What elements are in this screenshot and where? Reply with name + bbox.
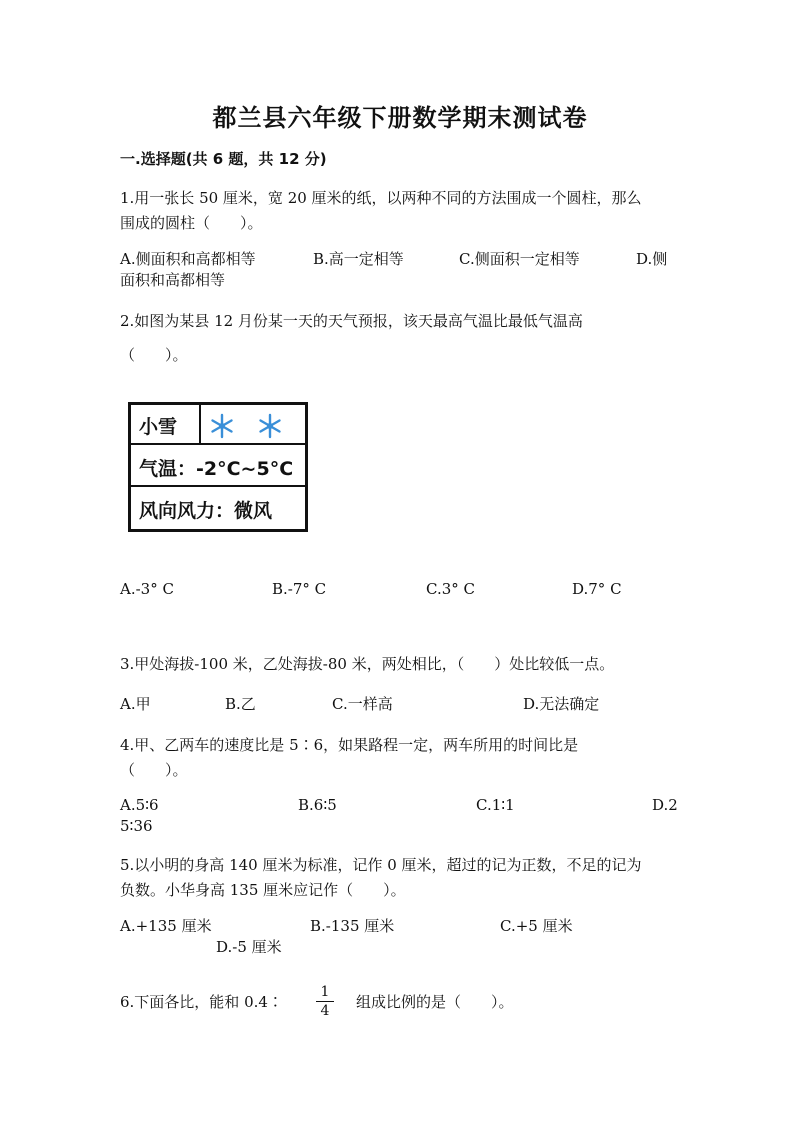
- q5-option-b[interactable]: B.-135 厘米: [310, 917, 395, 935]
- q1-option-b[interactable]: B.高一定相等: [313, 250, 404, 268]
- q1-option-d[interactable]: D.侧: [636, 250, 668, 268]
- question-1-line-1: 1.用一张长 50 厘米，宽 20 厘米的纸，以两种不同的方法围成一个圆柱，那么: [120, 189, 642, 207]
- fraction-numerator: 1: [320, 984, 330, 1000]
- weather-divider: [199, 405, 201, 445]
- q4-option-c[interactable]: C.1∶1: [476, 796, 515, 814]
- q2-option-d[interactable]: D.7° C: [572, 580, 622, 598]
- weather-row-temperature: [131, 445, 305, 487]
- question-4-line-1: 4.甲、乙两车的速度比是 5∶6，如果路程一定，两车所用的时间比是: [120, 736, 579, 754]
- question-2: [120, 309, 680, 334]
- q2-option-b[interactable]: B.-7° C: [272, 580, 327, 598]
- q1-option-c[interactable]: C.侧面积一定相等: [459, 250, 580, 268]
- q5-option-a[interactable]: A.+135 厘米: [120, 917, 212, 935]
- fraction-one-quarter: [316, 984, 334, 1019]
- question-1: [120, 186, 680, 236]
- question-4-line-2: （ ）。: [120, 761, 188, 779]
- q1-option-d-continued: 面积和高都相等: [120, 271, 226, 289]
- question-3: 3.甲处海拔-100 米，乙处海拔-80 米，两处相比，（ ）处比较低一点。: [120, 655, 615, 673]
- q4-option-a[interactable]: A.5∶6: [120, 796, 159, 814]
- section-heading: 一.选择题(共 6 题，共 12 分): [120, 150, 327, 168]
- snowflake-icon: [255, 411, 285, 441]
- question-2-line-2: （ ）。: [120, 346, 188, 364]
- weather-condition-label: 小雪: [139, 416, 178, 438]
- question-5-line-2: 负数。小华身高 135 厘米应记作（ ）。: [120, 881, 406, 899]
- fraction-bar: [316, 1001, 334, 1002]
- q3-option-a[interactable]: A.甲: [120, 695, 151, 713]
- question-4: [120, 733, 680, 783]
- snowflake-icon: [207, 411, 237, 441]
- q4-option-d[interactable]: D.2: [652, 796, 678, 814]
- question-6-after: 组成比例的是（ ）。: [356, 993, 514, 1011]
- q3-option-b[interactable]: B.乙: [225, 695, 256, 713]
- page-title: 都兰县六年级下册数学期末测试卷: [212, 104, 588, 132]
- fraction-denominator: 4: [320, 1003, 330, 1019]
- q4-option-b[interactable]: B.6∶5: [298, 796, 337, 814]
- q2-option-a[interactable]: A.-3° C: [120, 580, 174, 598]
- question-2-line-1: 2.如图为某县 12 月份某一天的天气预报，该天最高气温比最低气温高: [120, 312, 583, 330]
- weather-forecast-image: [128, 402, 308, 532]
- question-6-before: 6.下面各比，能和 0.4∶: [120, 993, 283, 1011]
- question-1-line-2: 围成的圆柱（ ）。: [120, 214, 263, 232]
- weather-row-wind: [131, 487, 305, 529]
- q4-option-d-continued: 5∶36: [120, 817, 153, 835]
- q2-option-c[interactable]: C.3° C: [426, 580, 475, 598]
- question-5-line-1: 5.以小明的身高 140 厘米为标准，记作 0 厘米，超过的记为正数，不足的记为: [120, 856, 642, 874]
- q1-option-a[interactable]: A.侧面积和高都相等: [120, 250, 256, 268]
- q5-option-d[interactable]: D.-5 厘米: [216, 938, 282, 956]
- weather-temperature: 气温：-2°C~5°C: [139, 458, 294, 480]
- question-5: [120, 853, 680, 903]
- q3-option-c[interactable]: C.一样高: [332, 695, 393, 713]
- weather-wind: 风向风力：微风: [139, 500, 273, 522]
- weather-row-condition: [131, 405, 305, 445]
- q5-option-c[interactable]: C.+5 厘米: [500, 917, 573, 935]
- q3-option-d[interactable]: D.无法确定: [523, 695, 600, 713]
